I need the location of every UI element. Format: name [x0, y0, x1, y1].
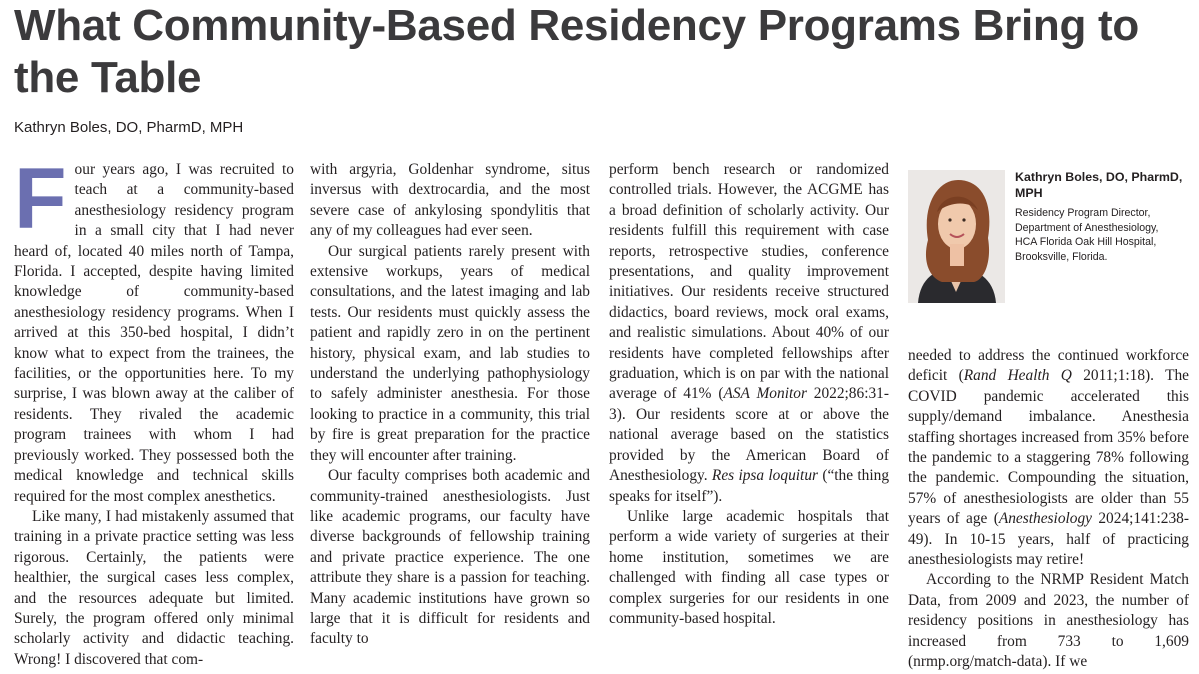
- article-byline: Kathryn Boles, DO, PharmD, MPH: [14, 119, 244, 136]
- paragraph-text: 2022;86:31-3). Our residents score at or above the national average based on the statistics provided by the American Board of Anesthesiology.: [609, 385, 889, 485]
- paragraph: Unlike large academic hospitals that perform a wide variety of surgeries at their home institution, sometimes we are challenged with finding all case types or complex surgeries for our residents in one community-based hospital.: [609, 507, 889, 627]
- author-portrait-illustration: [908, 170, 1005, 303]
- paragraph: with argyria, Goldenhar syndrome, situs inversus with dextrocardia, and the most severe case of ankylosing spondylitis that any of my colleagues had ever seen.: [310, 161, 590, 240]
- citation-journal: ASA Monitor: [723, 385, 807, 403]
- citation-journal: Rand Health Q: [963, 367, 1072, 385]
- column-1: [14, 151, 294, 670]
- paragraph: [609, 160, 889, 507]
- column-4: [908, 346, 1189, 673]
- author-box-name: Kathryn Boles, DO, PharmD, MPH: [1015, 170, 1183, 200]
- affiliation-line: Residency Program Director,: [1015, 207, 1151, 219]
- paragraph-text: (“the thing speaks for itself”).: [609, 467, 890, 505]
- latin-phrase: Res ipsa loquitur: [711, 467, 819, 485]
- citation-journal: Anesthesiology: [998, 510, 1093, 528]
- paragraph-text: perform bench research or randomized controlled trials. However, the ACGME has a broad definition of scholarly activity. Our residents fulfill this requirement with case reports, retrospective studies, conference presentations, and quality improvement initiatives. Our residents receive structured didactics, board reviews, mock oral exams, and realistic simulations. About 40% of our residents have completed fellowships after graduation, which is on par with the national average of 41% (: [609, 161, 889, 403]
- paragraph: Our surgical patients rarely present with extensive workups, years of medical consultations, and the latest imaging and lab tests. Our residents must quickly assess the patient and rapidly zero in on the pertinent history, physical exam, and lab studies to understand the underlying pathophysiology to safely administer anesthesia. For those looking to practice in a community, this trial by fire is great preparation for the practice they will encounter after training.: [310, 242, 590, 464]
- article-title: What Community-Based Residency Programs Bring to the Table: [14, 1, 1139, 102]
- paragraph: Like many, I had mistakenly assumed that training in a private practice setting was less rigorous. Certainly, the patients were healthier, the surgical cases less complex, and the resources adequate but limited. Surely, the program offered only minimal scholarly activity and didactic teaching. Wrong! I discovered that com-: [14, 507, 294, 668]
- affiliation-line: Department of Anesthesiology,: [1015, 221, 1159, 234]
- affiliation-line: HCA Florida Oak Hill Hospital,: [1015, 236, 1157, 249]
- affiliation-line: Brooksville, Florida.: [1015, 250, 1108, 263]
- column-3: [609, 160, 889, 629]
- drop-cap: F: [14, 151, 67, 247]
- paragraph: [14, 151, 294, 507]
- paragraph-text: 2011;1:18). The COVID pandemic accelerated this supply/demand imbalance. Anesthesia staffing shortages increased from 35% before the pandemic to a staggering 78% following the pandemic. Compounding the situation, 57% of anesthesiologists are older than 55 years of age (: [908, 367, 1189, 528]
- author-box: [908, 170, 1193, 310]
- author-box-affiliation: [1015, 206, 1190, 264]
- paragraph: Our faculty comprises both academic and community-trained anesthesiologists. Just like academic programs, our faculty have diverse backgrounds of fellowship training and private practice experience. The one attribute they share is a passion for teaching. Many academic institutions have grown so large that it is difficult for residents and faculty to: [310, 467, 590, 648]
- author-photo: [908, 170, 1005, 303]
- paragraph-text: 2024;141:238-49). In 10-15 years, half of practicing anesthesiologists may retire!: [908, 510, 1189, 569]
- column-2: [310, 160, 590, 650]
- paragraph: [908, 346, 1189, 570]
- paragraph-text: our years ago, I was recruited to teach at a community-based anesthesiology residency program in a small city that I had never heard of, located 40 miles north of Tampa, Florida. I accepted, despite having limited knowledge of community-based anesthesiology residency programs. When I arrived at this 350-bed hospital, I didn’t know what to expect from the trainees, the facilities, or the opportunities here. To my surprise, I was blown away at the caliber of residents. They rivaled the academic program trainees with whom I had previously worked. They possessed both the medical knowledge and technical skills required for the most complex anesthetics.: [14, 161, 294, 505]
- paragraph-text: needed to address the continued workforce deficit (: [908, 347, 1189, 385]
- paragraph: According to the NRMP Resident Match Data, from 2009 and 2023, the number of residency positions in anesthesiology has increased from 733 to 1,609 (nrmp.org/match-data). If we: [908, 571, 1189, 671]
